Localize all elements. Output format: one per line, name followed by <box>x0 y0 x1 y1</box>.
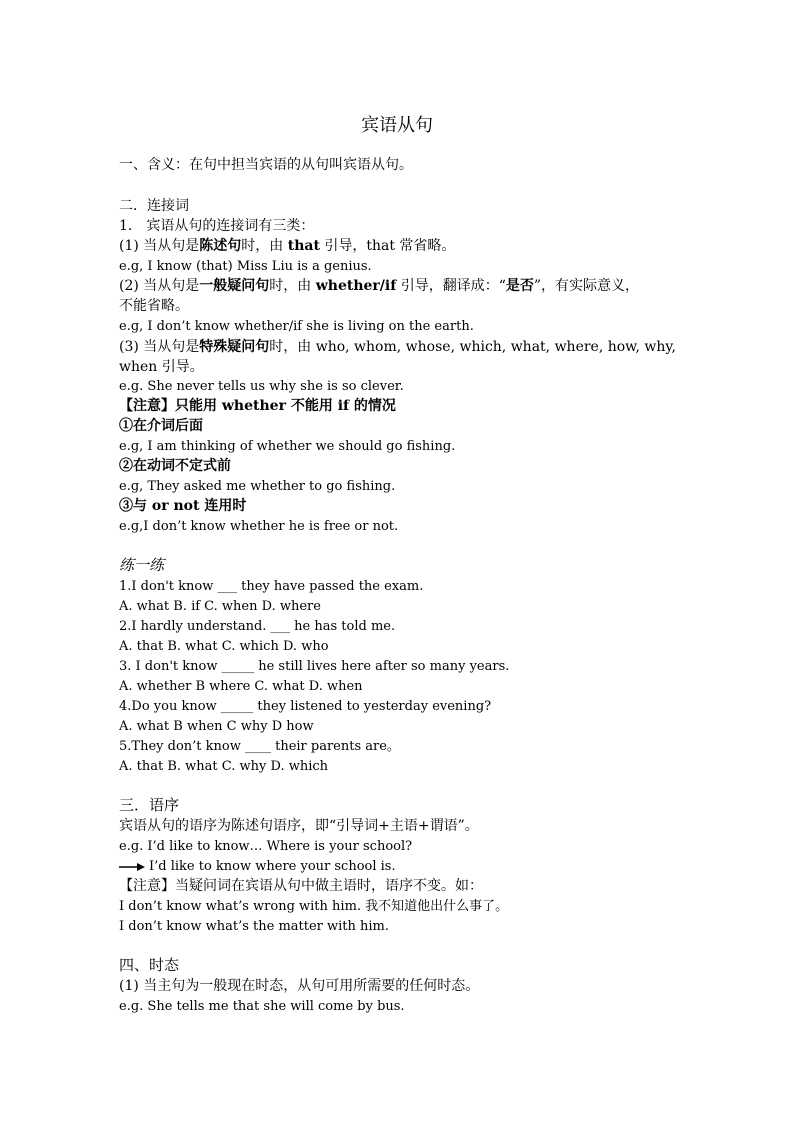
practice-question: 3. I don't know _____ he still lives here after so many years. <box>119 659 510 674</box>
rule-text: 时，由 who, whom, whose, which, what, where, how, why, <box>269 339 676 355</box>
rule-text: 时，由 <box>269 278 316 294</box>
practice-question: 2.I hardly understand. ___ he has told me. <box>119 619 396 634</box>
word-order-rule: 宾语从句的语序为陈述句语序，即“引导词+主语+谓语”。 <box>119 818 479 834</box>
example-sentence: e.g, I don’t know whether/if she is living on the earth. <box>119 319 474 334</box>
rule-keyword: 陈述句 <box>199 238 242 254</box>
definition-line: 一、含义：在句中担当宾语的从句叫宾语从句。 <box>119 157 413 173</box>
rule-text: (1) 当从句是 <box>119 238 200 254</box>
example-sentence: I’d like to know where your school is. <box>149 859 396 874</box>
rule-connector: that <box>287 238 320 254</box>
practice-options: A. that B. what C. which D. who <box>119 639 329 654</box>
rule-text: (2) 当从句是 <box>119 278 200 294</box>
rule-keyword: 是否 <box>505 278 534 294</box>
rule-continuation: 不能省略。 <box>119 298 189 314</box>
rule-keyword: 特殊疑问句 <box>199 339 270 355</box>
note-item: ③与 or not 连用时 <box>119 498 247 514</box>
practice-question: 5.They don’t know ____ their parents are。 <box>119 739 400 754</box>
connectors-intro: 1. 宾语从句的连接词有三类： <box>119 218 315 234</box>
rule-text: (3) 当从句是 <box>119 339 200 355</box>
example-sentence: e.g. I’d like to know… Where is your school? <box>119 839 413 854</box>
rule-text: 时，由 <box>241 238 288 254</box>
rule-text: ”，有实际意义， <box>533 278 640 294</box>
example-sentence: e.g, I am thinking of whether we should go fishing. <box>119 439 456 454</box>
tense-rule: (1) 当主句为一般现在时态，从句可用所需要的任何时态。 <box>119 978 480 994</box>
rule-declarative <box>119 237 455 255</box>
example-sentence: e.g, They asked me whether to go fishing. <box>119 479 396 494</box>
practice-options: A. what B when C why D how <box>119 719 314 734</box>
rule-text: 引导，that 常省略。 <box>319 238 456 254</box>
note-heading: 【注意】只能用 whether 不能用 if 的情况 <box>119 398 396 414</box>
example-sentence: I don’t know what’s wrong with him. 我不知道他出什么事了。 <box>119 899 509 914</box>
practice-question: 1.I don't know ___ they have passed the exam. <box>119 579 424 594</box>
rule-continuation: when 引导。 <box>119 359 204 375</box>
practice-options: A. that B. what C. why D. which <box>119 759 329 774</box>
practice-heading: 练一练 <box>119 556 165 574</box>
practice-question: 4.Do you know _____ they listened to yesterday evening? <box>119 699 492 714</box>
example-sentence: e.g. She never tells us why she is so clever. <box>119 379 404 394</box>
section-heading-tense: 四、时态 <box>119 956 180 974</box>
rule-general-question <box>119 277 639 295</box>
example-sentence: e.g,I don’t know whether he is free or not. <box>119 519 399 534</box>
note-item: ②在动词不定式前 <box>119 458 231 474</box>
example-sentence: e.g. She tells me that she will come by bus. <box>119 999 405 1014</box>
word-order-note: 【注意】当疑问词在宾语从句中做主语时，语序不变。如： <box>119 878 483 894</box>
practice-options: A. what B. if C. when D. where <box>119 599 321 614</box>
section-heading-connectors: 二．连接词 <box>119 198 189 214</box>
rule-connector: whether/if <box>315 278 397 294</box>
section-heading-word-order: 三．语序 <box>119 796 180 814</box>
practice-options: A. whether B where C. what D. when <box>119 679 363 694</box>
rule-text: 引导，翻译成：“ <box>396 278 506 294</box>
right-arrow-icon <box>119 862 145 872</box>
rule-special-question <box>119 338 676 356</box>
example-sentence: I don’t know what’s the matter with him. <box>119 919 390 934</box>
example-transform <box>119 858 396 876</box>
example-sentence: e.g, I know (that) Miss Liu is a genius. <box>119 259 372 274</box>
rule-keyword: 一般疑问句 <box>199 278 270 294</box>
note-item: ①在介词后面 <box>119 418 203 434</box>
document-title: 宾语从句 <box>361 115 433 136</box>
